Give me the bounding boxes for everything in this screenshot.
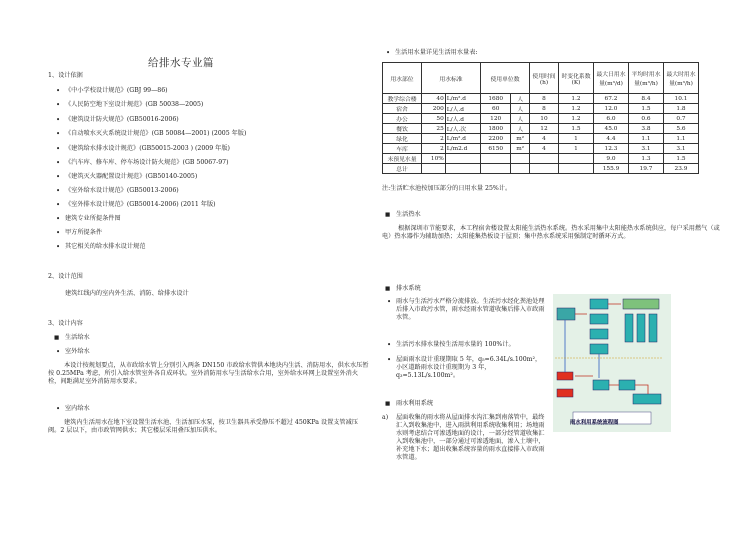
table-cell: L/m².d	[445, 134, 480, 144]
table-cell: 9.0	[594, 154, 629, 164]
header-cell: 用水部位	[383, 63, 422, 94]
table-cell: 1.2	[559, 94, 594, 104]
table-cell: 人	[511, 104, 530, 114]
indoor-water-paragraph: 建筑内生活用水在地下室设置生活水池、生活加压水泵，按卫生器具承受静压不超过 450KPa 设置支管减压阀。2 层以下，由市政管网供水；其它楼层采用叠压加压供水。	[48, 419, 358, 434]
table-cell: 8	[530, 104, 559, 114]
subheading-outdoor-water: • 室外给水	[65, 348, 90, 356]
list-marker: a)	[382, 414, 389, 421]
rainwater-flow-diagram	[553, 294, 671, 432]
table-cell: 40	[422, 94, 446, 104]
table-cell: 67.2	[594, 94, 629, 104]
table-cell: L/人.次	[445, 124, 480, 134]
list-item: • 《建筑设计防火规范》(GB50016-2006)	[65, 116, 179, 124]
drainage-item: • 生活污水排水量按生活用水量的 100%计。	[396, 341, 546, 349]
table-row	[383, 124, 699, 134]
header-cell: 平均时用水量(m³/h)	[629, 63, 664, 94]
list-item: • 其它相关的给水排水设计规范	[65, 243, 145, 251]
table-cell: 总计	[383, 164, 422, 174]
table-cell: 教学综合楼	[383, 94, 422, 104]
table-cell	[445, 164, 480, 174]
table-cell	[481, 164, 511, 174]
table-header-row	[383, 63, 699, 94]
table-row	[383, 154, 699, 164]
table-cell: 1.1	[664, 134, 699, 144]
header-cell: 使用时间(h)	[530, 63, 559, 94]
diagram-caption: 雨水利用系统流程图	[570, 420, 619, 426]
table-cell: 155.9	[594, 164, 629, 174]
table-cell	[559, 164, 594, 174]
hot-water-paragraph: 根据深圳市节能要求，本工程宿舍楼设置太阳能生活热水系统。热水采用集中太阳能热水系统供应，每户采用燃气（或电）热水器作为辅助加热；太阳能集热板设于屋顶；集中热水系统采用强制定时循环方式。	[382, 225, 720, 240]
table-cell: 10	[530, 114, 559, 124]
table-cell: 12.0	[594, 104, 629, 114]
table-cell: L/人.d	[445, 104, 480, 114]
table-cell: 1800	[481, 124, 511, 134]
table-cell: L/m².d	[445, 94, 480, 104]
subheading-domestic-water: ■ 生活给水	[65, 334, 90, 342]
table-cell: 25	[422, 124, 446, 134]
table-cell: 1.1	[629, 134, 664, 144]
drainage-item: • 屋面雨水设计重现期取 5 年，q₅=6.34L/s.100m²，小区道路雨水设计重现期为 3 年，q₃=5.13L/s.100m²。	[396, 356, 546, 380]
table-cell: 1.8	[664, 104, 699, 114]
list-item: • 《室外给水设计规范》(GB50013-2006)	[65, 187, 179, 195]
table-cell: 未预见水量	[383, 154, 422, 164]
table-cell	[445, 154, 480, 164]
drainage-item: • 雨水与生活污水严格分流排放。生活污水经化粪池处理后排入市政污水管，雨水经雨水管道收集后排入市政雨水管。	[396, 298, 546, 322]
table-cell: 人	[511, 114, 530, 124]
table-row	[383, 134, 699, 144]
header-cell: 最大日用水量(m³/d)	[594, 63, 629, 94]
table-cell	[511, 164, 530, 174]
table-cell: 1.5	[559, 124, 594, 134]
table-cell: 绿化	[383, 134, 422, 144]
table-cell: 人	[511, 94, 530, 104]
list-item: • 《中小学校设计规范》(GBJ 99—86)	[65, 87, 168, 95]
table-cell: 1	[559, 144, 594, 154]
list-item: • 《人民防空地下室设计规范》(GB 50038—2005)	[65, 101, 203, 109]
table-cell: 23.9	[664, 164, 699, 174]
table-cell: 4	[530, 134, 559, 144]
table-cell: 6150	[481, 144, 511, 154]
table-caption: • 生活用水量详见生活用水量表:	[395, 49, 478, 57]
table-body	[383, 94, 699, 174]
table-cell: 3.1	[664, 144, 699, 154]
outdoor-water-paragraph: 本设计按规划要点，从市政给水管上分别引入两条 DN150 市政给水管供本地块内生活、消防用水，供水水压暂按 0.25MPa 考虑，所引入给水管室外各自成环状。室外消防用水与生活给水合用，室外给水环网上设置室外消火栓，间距满足室外消防用水要求。	[48, 362, 369, 385]
table-cell: 12.3	[594, 144, 629, 154]
table-cell: 3.1	[629, 144, 664, 154]
scope-text: 建筑红线内的室内外生活、消防、给排水设计	[65, 290, 189, 297]
table-cell: 人	[511, 124, 530, 134]
subheading-indoor-water: • 室内给水	[65, 405, 90, 413]
table-cell: 车库	[383, 144, 422, 154]
table-cell: 2	[422, 144, 446, 154]
table-cell: 1.2	[559, 104, 594, 114]
table-cell: 办公	[383, 114, 422, 124]
table-cell: 0.7	[664, 114, 699, 124]
subheading-drainage: ■ 排水系统	[396, 285, 421, 293]
table-cell: L/人.d	[445, 114, 480, 124]
page-title: 给排水专业篇	[148, 57, 214, 69]
table-cell	[511, 154, 530, 164]
rainwater-paragraph: 屋面收集的雨水将从屋面排水沟汇集到南落管中，最终汇入到收集池中，进入雨洪利用系统收集利用；场地雨水则考虑结合可渗透地面的设计，一部分经管道收集汇入到收集池中，一部分通过可渗透地面，渗入土壤中，补充地下水；超出收集系统容量的雨水直接排入市政雨水管道。	[396, 414, 545, 461]
table-cell: m²	[511, 144, 530, 154]
table-cell: 餐饮	[383, 124, 422, 134]
list-item: • 《建筑灭火器配置设计规范》(GB50140-2005)	[65, 173, 197, 181]
table-cell	[481, 154, 511, 164]
table-cell: 1.5	[629, 104, 664, 114]
list-item: • 《自动喷水灭火系统设计规范》(GB 50084—2001) (2005 年版)	[65, 130, 246, 138]
list-item: • 《室外排水设计规范》(GB50014-2006) (2011 年版)	[65, 201, 216, 209]
table-cell	[530, 164, 559, 174]
section-heading-scope: 2、设计范围	[48, 273, 83, 280]
section-heading-content: 3、设计内容	[48, 320, 83, 327]
table-cell: 3.8	[629, 124, 664, 134]
table-cell: 8.4	[629, 94, 664, 104]
table-cell: 1.5	[664, 154, 699, 164]
table-cell: 4.4	[594, 134, 629, 144]
table-cell: 0.6	[629, 114, 664, 124]
diagram-svg	[553, 294, 671, 432]
list-item: • 《汽车库、修车库、停车场设计防火规范》(GB 50067-97)	[65, 159, 229, 167]
section-heading-basis: 1、设计依据	[48, 72, 83, 79]
table-row	[383, 144, 699, 154]
table-cell: 1	[559, 134, 594, 144]
subheading-rainwater: ■ 雨水利用系统	[396, 400, 433, 408]
table-cell: 50	[422, 114, 446, 124]
subheading-hot-water: ■ 生活热水	[396, 211, 421, 219]
table-cell: 宿舍	[383, 104, 422, 114]
table-cell: m²	[511, 134, 530, 144]
table-cell: 19.7	[629, 164, 664, 174]
table-cell	[559, 154, 594, 164]
table-row	[383, 94, 699, 104]
header-cell: 用水标准	[422, 63, 481, 94]
water-usage-table	[382, 62, 699, 174]
list-item: • 《建筑给水排水设计规范》(GB50015-2003 ) (2009 年版)	[65, 145, 230, 153]
header-cell: 时变化系数(K)	[559, 63, 594, 94]
list-item: • 甲方所提条件	[65, 229, 102, 237]
table-cell: L/m2.d	[445, 144, 480, 154]
table-cell: 8	[530, 94, 559, 104]
table-cell: 1.3	[629, 154, 664, 164]
table-cell: 1.2	[559, 114, 594, 124]
table-cell	[530, 154, 559, 164]
table-cell: 4	[530, 144, 559, 154]
table-cell: 12	[530, 124, 559, 134]
table-cell: 5.6	[664, 124, 699, 134]
table-cell: 60	[481, 104, 511, 114]
table-cell: 6.0	[594, 114, 629, 124]
table-cell	[422, 164, 446, 174]
table-cell: 120	[481, 114, 511, 124]
table-cell: 45.0	[594, 124, 629, 134]
rainwater-paragraph-part1	[396, 414, 546, 462]
table-row	[383, 114, 699, 124]
table-note: 注:生活贮水池按加压部分的日用水量 25%计。	[382, 185, 512, 192]
table-cell: 2	[422, 134, 446, 144]
header-cell: 使用单位数	[481, 63, 530, 94]
table-cell: 2200	[481, 134, 511, 144]
header-cell: 最大时用水量(m³/h)	[664, 63, 699, 94]
table-cell: 10%	[422, 154, 446, 164]
table-cell: 10.1	[664, 94, 699, 104]
table-row	[383, 164, 699, 174]
table-cell: 1680	[481, 94, 511, 104]
table-cell: 200	[422, 104, 446, 114]
list-item: • 建筑专业所提条件图	[65, 215, 121, 223]
table-row	[383, 104, 699, 114]
